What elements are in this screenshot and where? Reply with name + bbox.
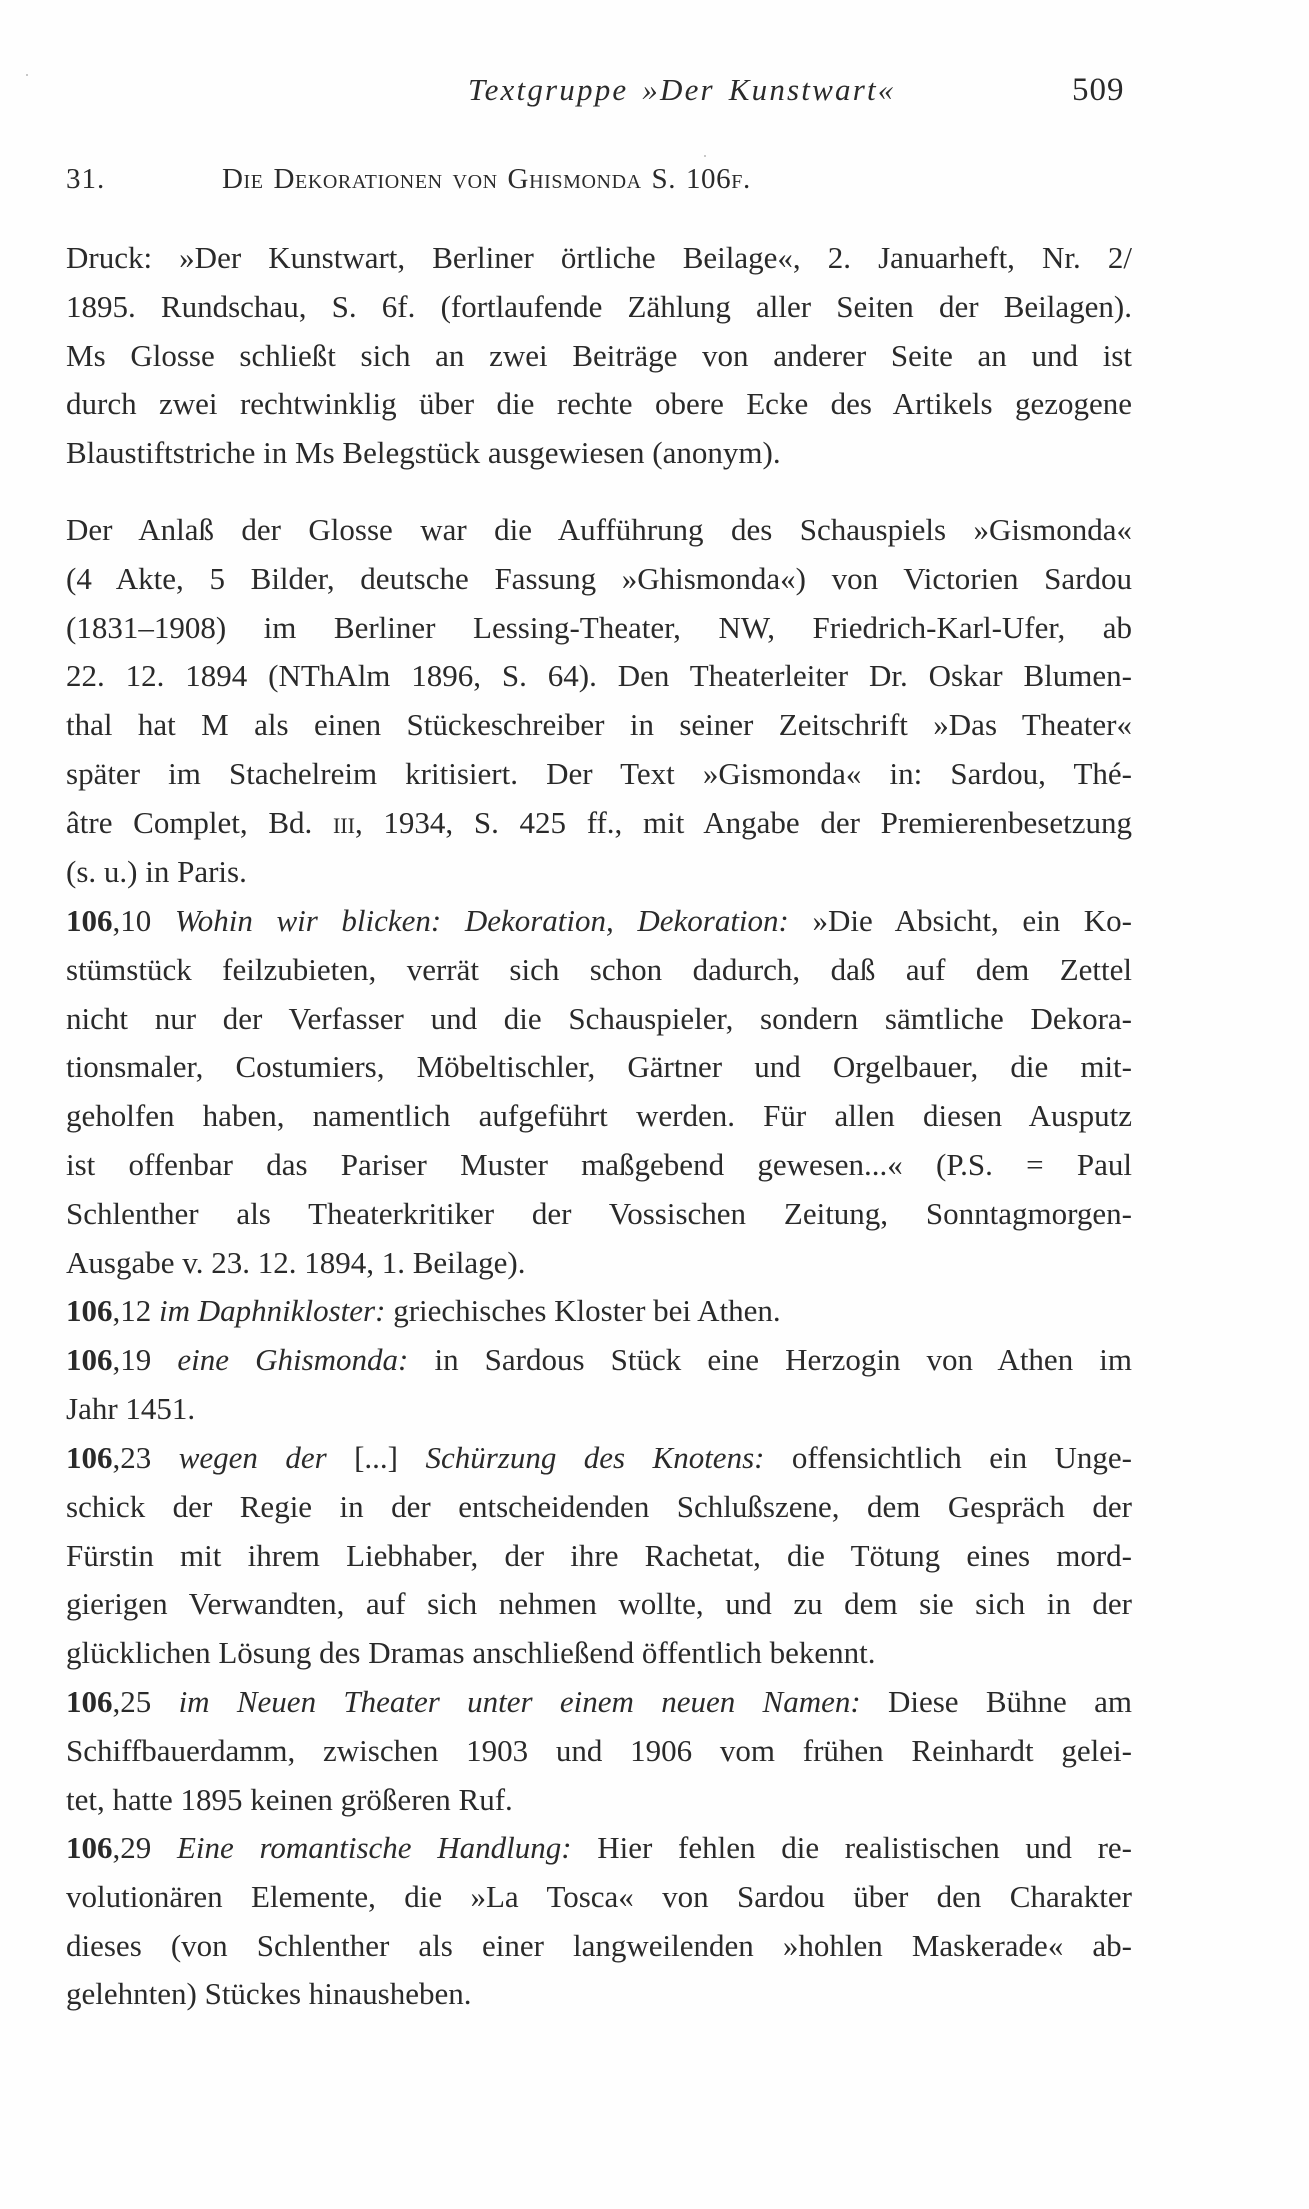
text-line xyxy=(66,1487,1132,1527)
text-run: tionsmaler, Costumiers, Möbeltischler, Gärtner und Orgelbauer, die mit- xyxy=(66,1049,1132,1085)
text-line xyxy=(66,950,1132,990)
text-run: Hier fehlen die realistischen und re- xyxy=(571,1830,1133,1865)
lemma-page-ref: 106 xyxy=(66,1440,113,1475)
text-run: Fürstin mit ihrem Liebhaber, der ihre Rachetat, die Tötung eines mord- xyxy=(66,1537,1132,1573)
text-line xyxy=(66,705,1132,745)
text-run: ,29 xyxy=(112,1830,177,1865)
text-line xyxy=(66,901,1132,941)
text-run: ,12 xyxy=(112,1293,159,1328)
text-run: geholfen haben, namentlich aufgeführt werden. Für allen diesen Ausputz xyxy=(66,1098,1132,1134)
lemma-page-ref: 106 xyxy=(66,1830,113,1865)
text-line xyxy=(66,1340,1132,1380)
text-line xyxy=(66,1780,1132,1820)
scan-speck xyxy=(26,74,28,76)
text-run: 22. 12. 1894 (NThAlm 1896, S. 64). Den Theaterleiter Dr. Oskar Blumen- xyxy=(66,658,1132,694)
text-line xyxy=(66,1438,1132,1478)
text-run: stümstück feilzubieten, verrät sich schon dadurch, daß auf dem Zettel xyxy=(66,951,1132,987)
text-run: âtre Complet, Bd. xyxy=(66,804,333,840)
text-run: volutionären Elemente, die »La Tosca« von Sardou über den Charakter xyxy=(66,1878,1132,1914)
text-line xyxy=(66,1194,1132,1234)
text-run: Druck: »Der Kunstwart, Berliner örtliche Beilage«, 2. Januarheft, Nr. 2/ xyxy=(66,240,1132,275)
roman-numeral: iii xyxy=(332,804,355,840)
text-line xyxy=(66,384,1132,424)
text-run: Ms Glosse schließt sich an zwei Beiträge von anderer Seite an und ist xyxy=(66,337,1132,373)
text-run: gierigen Verwandten, auf sich nehmen wollte, und zu dem sie sich in der xyxy=(66,1586,1132,1622)
text-run: Schiffbauerdamm, zwischen 1903 und 1906 vom frühen Reinhardt gelei- xyxy=(66,1732,1132,1768)
text-run: (4 Akte, 5 Bilder, deutsche Fassung »Ghismonda«) von Victorien Sardou xyxy=(66,560,1132,596)
lemma-quote: im Neuen Theater unter einem neuen Namen: xyxy=(178,1684,861,1719)
lemma-quote: eine Ghismonda: xyxy=(177,1342,409,1377)
text-run: (1831–1908) im Berliner Lessing-Theater, NW, Friedrich-Karl-Ufer, ab xyxy=(66,609,1132,645)
text-run: 1895. Rundschau, S. 6f. (fortlaufende Zählung aller Seiten der Beilagen). xyxy=(66,288,1132,324)
lemma-page-ref: 106 xyxy=(66,1342,113,1377)
text-line xyxy=(66,1145,1132,1185)
text-line xyxy=(66,1536,1132,1576)
text-line xyxy=(66,1096,1132,1136)
text-line xyxy=(66,656,1132,696)
text-line xyxy=(66,1291,1132,1331)
text-line xyxy=(66,1243,1132,1283)
text-run: Blaustiftstriche in Ms Belegstück ausgewiesen (anonym). xyxy=(66,435,781,471)
text-line xyxy=(66,852,1132,892)
text-line xyxy=(66,754,1132,794)
text-line xyxy=(66,1584,1132,1624)
text-line xyxy=(66,336,1132,376)
text-line xyxy=(66,238,1132,278)
text-line xyxy=(66,1633,1132,1673)
entry-title: Die Dekorationen von Ghismonda S. 106f. xyxy=(222,163,751,195)
text-line xyxy=(66,1828,1132,1868)
text-run: griechisches Kloster bei Athen. xyxy=(385,1293,781,1328)
text-line xyxy=(66,1974,1132,2014)
text-run: , 1934, S. 425 ff., mit Angabe der Premierenbesetzung xyxy=(354,804,1132,840)
lemma-quote: Wohin wir blicken: Dekoration, Dekoration: xyxy=(174,903,789,938)
lemma-quote: im Daphnikloster: xyxy=(159,1293,386,1328)
page-number: 509 xyxy=(1072,72,1125,108)
text-line xyxy=(66,608,1132,648)
running-head-title: Textgruppe »Der Kunstwart« xyxy=(468,72,896,107)
text-line xyxy=(66,1877,1132,1917)
text-run: ,25 xyxy=(112,1684,179,1719)
text-run: offensichtlich ein Unge- xyxy=(764,1440,1132,1475)
lemma-page-ref: 106 xyxy=(66,903,113,938)
text-run: nicht nur der Verfasser und die Schauspieler, sondern sämtliche Dekora- xyxy=(66,1000,1132,1036)
text-line xyxy=(66,1731,1132,1771)
text-run: schick der Regie in der entscheidenden Schlußszene, dem Gespräch der xyxy=(66,1488,1132,1524)
lemma-quote: Eine romantische Handlung: xyxy=(176,1830,572,1865)
text-line xyxy=(66,1926,1132,1966)
lemma-page-ref: 106 xyxy=(66,1684,113,1719)
text-line xyxy=(66,999,1132,1039)
text-run: ,19 xyxy=(112,1342,178,1377)
text-run: Jahr 1451. xyxy=(66,1390,196,1426)
text-line xyxy=(66,510,1132,550)
text-line xyxy=(66,1047,1132,1087)
text-run: [...] xyxy=(326,1440,426,1475)
text-run: Diese Bühne am xyxy=(860,1684,1132,1719)
text-run: Ausgabe v. 23. 12. 1894, 1. Beilage). xyxy=(66,1244,526,1280)
text-run: in Sardous Stück eine Herzogin von Athen im xyxy=(408,1342,1133,1377)
text-run: ,10 xyxy=(112,903,175,938)
text-run: thal hat M als einen Stückeschreiber in seiner Zeitschrift »Das Theater« xyxy=(66,707,1132,743)
text-run: ,23 xyxy=(112,1440,179,1475)
lemma-quote: wegen der xyxy=(178,1440,327,1475)
text-run: Der Anlaß der Glosse war die Aufführung des Schauspiels »Gismonda« xyxy=(66,512,1132,547)
scan-speck xyxy=(704,155,706,157)
lemma-quote: Schürzung des Knotens: xyxy=(425,1440,765,1475)
text-run: (s. u.) in Paris. xyxy=(66,853,247,889)
entry-number: 31. xyxy=(66,163,106,195)
text-run: durch zwei rechtwinklig über die rechte obere Ecke des Artikels gezogene xyxy=(66,386,1132,422)
text-line xyxy=(66,433,1132,473)
text-run: glücklichen Lösung des Dramas anschließend öffentlich bekennt. xyxy=(66,1635,876,1671)
text-run: Schlenther als Theaterkritiker der Vossischen Zeitung, Sonntagmorgen- xyxy=(66,1195,1132,1231)
text-run: ist offenbar das Pariser Muster maßgebend gewesen...« (P.S. = Paul xyxy=(66,1147,1132,1182)
lemma-page-ref: 106 xyxy=(66,1293,113,1328)
text-line xyxy=(66,803,1132,843)
text-line xyxy=(66,287,1132,327)
text-line xyxy=(66,1389,1132,1429)
text-run: dieses (von Schlenther als einer langweilenden »hohlen Maskerade« ab- xyxy=(66,1927,1132,1963)
text-run: später im Stachelreim kritisiert. Der Text »Gismonda« in: Sardou, Thé- xyxy=(66,756,1132,791)
text-run: tet, hatte 1895 keinen größeren Ruf. xyxy=(66,1781,513,1817)
text-line xyxy=(66,559,1132,599)
text-line xyxy=(66,1682,1132,1722)
text-run: »Die Absicht, ein Ko- xyxy=(788,903,1132,938)
text-run: gelehnten) Stückes hinausheben. xyxy=(66,1976,472,2012)
